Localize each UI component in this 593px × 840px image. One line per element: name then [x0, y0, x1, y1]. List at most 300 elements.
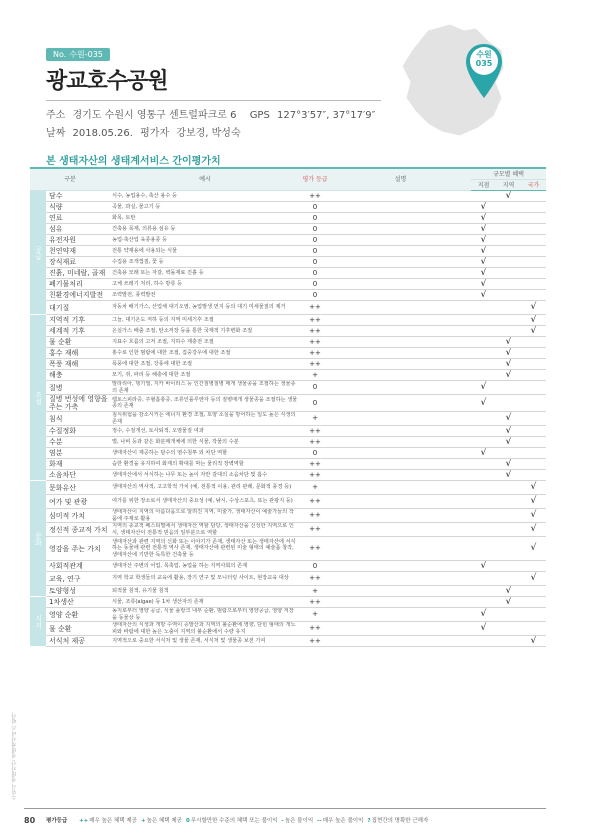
- check-regional: [496, 348, 521, 359]
- description-cell: [330, 586, 471, 597]
- table-row: [30, 509, 546, 523]
- grade-value: ++: [300, 459, 330, 470]
- service-name: 영양 순환: [46, 608, 110, 622]
- address-label: 주소: [46, 110, 66, 121]
- check-mark-icon: √: [530, 482, 537, 492]
- check-mark-icon: √: [530, 573, 537, 583]
- check-regional: [496, 537, 521, 561]
- check-mark-icon: √: [480, 447, 487, 458]
- group-label: 공급: [30, 191, 46, 315]
- service-example: 생태자산과 관련 지역의 신화 또는 이야기가 존재, 생태자산 또는 생태자산에 서식하는 동물에 관련 전통적 역사 존재, 생태자산에 관련된 미술 형태의 예술품 창작, 생태자산에 기반한 독특한 건축물 등: [110, 537, 300, 561]
- service-example: 그늘, 대기온도 저하 등의 지역 미세기후 조절: [110, 315, 300, 326]
- legend-text: 높은 불이익: [284, 818, 314, 824]
- check-mark-icon: √: [505, 596, 512, 607]
- check-regional: [496, 509, 521, 523]
- description-cell: [330, 537, 471, 561]
- check-mark-icon: √: [530, 524, 537, 534]
- service-example: 전통 약재용에 사용되는 식물: [110, 246, 300, 257]
- check-mark-icon: √: [505, 458, 512, 469]
- check-national: [521, 326, 546, 337]
- grade-value: +: [300, 481, 330, 495]
- grade-value: ++: [300, 426, 330, 437]
- check-regional: [496, 337, 521, 348]
- header-grade: 평가 등급: [300, 168, 330, 191]
- check-local: [471, 246, 496, 257]
- table-row: [30, 246, 546, 257]
- grade-value: ++: [300, 348, 330, 359]
- grade-value: ++: [300, 523, 330, 537]
- description-cell: [330, 572, 471, 586]
- check-national: [521, 537, 546, 561]
- check-local: [471, 268, 496, 279]
- legend-symbol: ?: [367, 818, 371, 824]
- check-regional: [496, 636, 521, 647]
- table-row: [30, 359, 546, 370]
- check-national: [521, 459, 546, 470]
- check-local: [471, 213, 496, 224]
- service-example: 화목, 토탄: [110, 213, 300, 224]
- pin-label: [466, 50, 502, 68]
- description-cell: [330, 337, 471, 348]
- check-national: [521, 279, 546, 290]
- service-example: 지역 학교 학생들의 교육에 활용, 장기 연구 및 모니터링 사이트, 현장교육 대상: [110, 572, 300, 586]
- service-name: 천연약재: [46, 246, 110, 257]
- grade-value: 0: [300, 202, 330, 213]
- description-cell: [330, 348, 471, 359]
- title-divider: [46, 100, 381, 101]
- service-name: 소음차단: [46, 470, 110, 481]
- check-mark-icon: √: [505, 585, 512, 596]
- service-name: 1차생산: [46, 597, 110, 608]
- service-example: 홍수로 인한 범람에 대한 조절, 집중강우에 대한 조절: [110, 348, 300, 359]
- service-example: 벌, 나비 등과 같은 화분매개체에 의한 식물, 작물의 수분: [110, 437, 300, 448]
- check-mark-icon: √: [505, 190, 512, 201]
- table-row: [30, 290, 546, 301]
- table-row: [30, 337, 546, 348]
- check-local: [471, 622, 496, 636]
- check-national: [521, 213, 546, 224]
- service-name: 세계적 기후: [46, 326, 110, 337]
- check-regional: [496, 268, 521, 279]
- header-scale: 규모별 혜택: [471, 168, 546, 180]
- description-cell: [330, 301, 471, 315]
- check-national: [521, 301, 546, 315]
- table-body: [30, 191, 546, 647]
- check-mark-icon: √: [480, 623, 487, 633]
- check-local: [471, 257, 496, 268]
- service-example: 생태자산에서 서식하는 나무 또는 높이 자란 갈대의 소음차단 및 흡수: [110, 470, 300, 481]
- check-regional: [496, 202, 521, 213]
- check-local: [471, 561, 496, 572]
- table-row: [30, 495, 546, 509]
- grade-value: ++: [300, 315, 330, 326]
- check-national: [521, 359, 546, 370]
- grade-value: 0: [300, 279, 330, 290]
- check-regional: [496, 412, 521, 426]
- check-mark-icon: √: [505, 425, 512, 436]
- check-national: [521, 395, 546, 412]
- check-national: [521, 481, 546, 495]
- service-example: 수집용 조개껍질, 꽃 등: [110, 257, 300, 268]
- table-row: [30, 586, 546, 597]
- evaluator-label: 평가자: [140, 128, 170, 139]
- check-national: [521, 315, 546, 326]
- service-example: 생태자산의 역사적, 고고학적 가치 (예, 전통적 이용, 관리 관례, 문화적 풍경 등): [110, 481, 300, 495]
- check-national: [521, 448, 546, 459]
- description-cell: [330, 459, 471, 470]
- check-national: [521, 636, 546, 647]
- table-row: [30, 470, 546, 481]
- check-local: [471, 370, 496, 381]
- grade-value: ++: [300, 572, 330, 586]
- grade-value: ++: [300, 437, 330, 448]
- grade-value: 0: [300, 213, 330, 224]
- description-cell: [330, 481, 471, 495]
- description-cell: [330, 470, 471, 481]
- description-cell: [330, 448, 471, 459]
- description-cell: [330, 412, 471, 426]
- table-row: [30, 224, 546, 235]
- check-regional: [496, 301, 521, 315]
- grade-value: ++: [300, 622, 330, 636]
- check-local: [471, 481, 496, 495]
- service-example: 농지로부터 영양 공급, 식물 플랑크 내부 순환, 범람으로부터 영양공급, 영양 저장을 동물상 등: [110, 608, 300, 622]
- check-local: [471, 426, 496, 437]
- grade-value: 0: [300, 381, 330, 395]
- table-row: [30, 279, 546, 290]
- grade-value: ++: [300, 509, 330, 523]
- gps-label: GPS: [249, 110, 270, 121]
- service-name: 홍수 재해: [46, 348, 110, 359]
- check-mark-icon: √: [530, 302, 537, 312]
- check-local: [471, 572, 496, 586]
- check-regional: [496, 481, 521, 495]
- legend-text: 집현간의 명확한 근해자: [371, 818, 429, 824]
- service-name: 수질정화: [46, 426, 110, 437]
- table-row: [30, 213, 546, 224]
- service-example: 폭풍에 대한 조절, 강풍에 대한 조절: [110, 359, 300, 370]
- service-name: 물 순환: [46, 337, 110, 348]
- service-example: 생태자산 주변의 어업, 목축업, 농업을 하는 지역사회의 존재: [110, 561, 300, 572]
- check-local: [471, 348, 496, 359]
- check-regional: [496, 437, 521, 448]
- service-example: 지표수 흐름의 고저 조절, 지하수 재충전 조절: [110, 337, 300, 348]
- check-mark-icon: √: [480, 278, 487, 289]
- service-example: 온실가스 배출 조절, 탄소저장 등을 통한 국제적 기후변화 조절: [110, 326, 300, 337]
- check-mark-icon: √: [480, 234, 487, 245]
- check-regional: [496, 608, 521, 622]
- service-example: 조력발전, 풍력발전: [110, 290, 300, 301]
- check-regional: [496, 561, 521, 572]
- check-national: [521, 268, 546, 279]
- check-national: [521, 224, 546, 235]
- check-mark-icon: √: [480, 267, 487, 278]
- check-mark-icon: √: [480, 245, 487, 256]
- service-name: 담수: [46, 191, 110, 202]
- check-regional: [496, 448, 521, 459]
- service-example: 자동차 배기가스, 산업체 대기오염, 농업발생 먼지 등의 대기 미세물질의 제거: [110, 301, 300, 315]
- legend-symbol: --: [317, 818, 322, 824]
- check-national: [521, 426, 546, 437]
- service-example: 곡물, 과실, 물고기 등: [110, 202, 300, 213]
- check-national: [521, 437, 546, 448]
- service-name: 염분: [46, 448, 110, 459]
- service-name: 수분: [46, 437, 110, 448]
- check-regional: [496, 395, 521, 412]
- service-name: 문화유산: [46, 481, 110, 495]
- check-national: [521, 370, 546, 381]
- grade-value: +: [300, 412, 330, 426]
- description-cell: [330, 315, 471, 326]
- table-row: [30, 301, 546, 315]
- grade-value: +: [300, 608, 330, 622]
- grade-legend: [46, 816, 428, 824]
- service-name: 심미적 가치: [46, 509, 110, 523]
- footer-divider: [24, 808, 546, 809]
- service-name: 화재: [46, 459, 110, 470]
- check-regional: [496, 459, 521, 470]
- grade-value: 0: [300, 268, 330, 279]
- description-cell: [330, 268, 471, 279]
- service-name: 섬유: [46, 224, 110, 235]
- check-national: [521, 246, 546, 257]
- table-row: [30, 426, 546, 437]
- table-row: [30, 326, 546, 337]
- check-regional: [496, 235, 521, 246]
- service-example: 생태자산이 지역의 아름다움으로 알려진 지역, 미술가, 생태자산이 예술가들의 작품에 주제로 활용: [110, 509, 300, 523]
- check-national: [521, 523, 546, 537]
- check-mark-icon: √: [480, 289, 487, 300]
- service-name: 식량: [46, 202, 110, 213]
- check-national: [521, 290, 546, 301]
- check-local: [471, 395, 496, 412]
- check-local: [471, 337, 496, 348]
- table-row: [30, 191, 546, 202]
- service-name: 대기질: [46, 301, 110, 315]
- service-example: 습한 환경을 유지하여 화재의 확대를 막는 물리적 장벽역할: [110, 459, 300, 470]
- check-local: [471, 608, 496, 622]
- table-row: [30, 523, 546, 537]
- description-cell: [330, 202, 471, 213]
- check-local: [471, 224, 496, 235]
- legend-title: 평가등급: [46, 818, 68, 824]
- service-name: 연료: [46, 213, 110, 224]
- grade-value: ++: [300, 191, 330, 202]
- description-cell: [330, 257, 471, 268]
- service-example: 말라리아, 뎅기열, 지카 바이러스 등 인간질병질병 매개 생물종을 조절하는 생물종의 존재: [110, 381, 300, 395]
- check-regional: [496, 290, 521, 301]
- check-regional: [496, 523, 521, 537]
- grade-value: +: [300, 586, 330, 597]
- check-national: [521, 608, 546, 622]
- service-name: 서식처 제공: [46, 636, 110, 647]
- description-cell: [330, 290, 471, 301]
- check-local: [471, 470, 496, 481]
- check-local: [471, 495, 496, 509]
- check-mark-icon: √: [530, 510, 537, 520]
- table-row: [30, 459, 546, 470]
- check-regional: [496, 495, 521, 509]
- grade-value: 0: [300, 235, 330, 246]
- service-example: 정수, 수질개선, 토사퇴적, 오염물질 여과: [110, 426, 300, 437]
- header-national: 국가: [521, 180, 546, 191]
- check-regional: [496, 586, 521, 597]
- grade-value: ++: [300, 495, 330, 509]
- service-name: 폐기물처리: [46, 279, 110, 290]
- table-row: [30, 348, 546, 359]
- check-local: [471, 537, 496, 561]
- grade-value: 0: [300, 257, 330, 268]
- evaluator-value: 강보경, 박성숙: [176, 128, 241, 139]
- table-row: [30, 561, 546, 572]
- check-national: [521, 572, 546, 586]
- service-name: 친환경에너지발전: [46, 290, 110, 301]
- check-national: [521, 381, 546, 395]
- check-regional: [496, 257, 521, 268]
- check-mark-icon: √: [505, 347, 512, 358]
- table-row: [30, 572, 546, 586]
- grade-value: ++: [300, 337, 330, 348]
- grade-value: ++: [300, 470, 330, 481]
- check-mark-icon: √: [530, 635, 537, 646]
- check-national: [521, 495, 546, 509]
- service-example: 식수, 농업용수, 축산 용수 등: [110, 191, 300, 202]
- table-row: [30, 636, 546, 647]
- check-local: [471, 412, 496, 426]
- check-national: [521, 202, 546, 213]
- check-mark-icon: √: [505, 469, 512, 480]
- check-national: [521, 586, 546, 597]
- legend-symbol: +: [140, 818, 146, 824]
- table-row: [30, 381, 546, 395]
- check-mark-icon: √: [505, 436, 512, 447]
- check-mark-icon: √: [505, 358, 512, 369]
- service-name: 영감을 주는 가치: [46, 537, 110, 561]
- description-cell: [330, 437, 471, 448]
- check-regional: [496, 213, 521, 224]
- service-example: 농업·축산업 육종용종 등: [110, 235, 300, 246]
- date-value: 2018.05.26.: [72, 128, 133, 139]
- table-row: [30, 437, 546, 448]
- table-row: [30, 257, 546, 268]
- description-cell: [330, 561, 471, 572]
- header-category: 구분: [30, 168, 110, 191]
- check-regional: [496, 381, 521, 395]
- tag-label: No.: [53, 50, 67, 59]
- table-row: [30, 315, 546, 326]
- gps-value: 127°3′57″, 37°17′9″: [277, 110, 376, 121]
- legend-symbol: ++: [79, 818, 89, 824]
- description-cell: [330, 279, 471, 290]
- service-example: 건축용 모래 또는 자갈, 벽돌재료 진흙 등: [110, 268, 300, 279]
- grade-value: 0: [300, 395, 330, 412]
- service-name: 토양형성: [46, 586, 110, 597]
- service-example: 생태자산이 제공하는 담수의 염수침투 외 차단 역할: [110, 448, 300, 459]
- service-example: 고체 쓰레기 처리, 하수 방류 등: [110, 279, 300, 290]
- service-example: 식물, 조류(algae) 등 1차 생산자의 존재: [110, 597, 300, 608]
- legend-text: 매우 높은 혜택 제공: [89, 818, 137, 824]
- service-example: 퇴적물 침적, 유기물 침적: [110, 586, 300, 597]
- check-mark-icon: √: [530, 543, 537, 553]
- description-cell: [330, 246, 471, 257]
- header-description: 설명: [330, 168, 471, 191]
- legend-symbol: 0: [185, 818, 190, 824]
- description-cell: [330, 235, 471, 246]
- description-cell: [330, 326, 471, 337]
- address-value: 경기도 수원시 영통구 센트럴파크로 6: [72, 110, 237, 121]
- page-number: 80: [24, 816, 36, 825]
- check-local: [471, 437, 496, 448]
- check-national: [521, 412, 546, 426]
- header-local: 지점: [471, 180, 496, 191]
- check-regional: [496, 326, 521, 337]
- description-cell: [330, 495, 471, 509]
- check-national: [521, 509, 546, 523]
- service-name: 침식: [46, 412, 110, 426]
- description-cell: [330, 395, 471, 412]
- group-label: 지지: [30, 597, 46, 647]
- service-name: 여가 및 관광: [46, 495, 110, 509]
- header-regional: 지역: [496, 180, 521, 191]
- table-row: [30, 448, 546, 459]
- service-name: 질병: [46, 381, 110, 395]
- check-local: [471, 597, 496, 608]
- check-local: [471, 326, 496, 337]
- check-regional: [496, 315, 521, 326]
- service-example: 렙토스피라증, 주혈흡충증, 조류인플루엔자 등의 질병매개 생물종을 조절하는 생물종의 존재: [110, 395, 300, 412]
- service-name: 정신적 종교적 가치: [46, 523, 110, 537]
- service-example: 지역의 종교적 페스티벌에서 생태자산 역할 담당, 생태자산을 신성한 지역으로 인식, 생태자산이 전통적 믿음의 일부분으로 역할: [110, 523, 300, 537]
- check-mark-icon: √: [505, 336, 512, 347]
- service-name: 장식재료: [46, 257, 110, 268]
- check-local: [471, 202, 496, 213]
- check-mark-icon: √: [480, 560, 487, 571]
- grade-value: 0: [300, 224, 330, 235]
- check-national: [521, 257, 546, 268]
- check-regional: [496, 426, 521, 437]
- grade-value: ++: [300, 636, 330, 647]
- table-row: [30, 597, 546, 608]
- meta-address-row: [46, 106, 375, 121]
- check-mark-icon: √: [530, 325, 537, 336]
- description-cell: [330, 213, 471, 224]
- grade-value: 0: [300, 246, 330, 257]
- check-regional: [496, 279, 521, 290]
- asset-tag: [46, 48, 110, 61]
- check-regional: [496, 572, 521, 586]
- description-cell: [330, 359, 471, 370]
- check-local: [471, 381, 496, 395]
- check-mark-icon: √: [480, 609, 487, 619]
- service-name: 교육, 연구: [46, 572, 110, 586]
- table-row: [30, 481, 546, 495]
- check-mark-icon: √: [505, 369, 512, 380]
- section-title: 본 생태자산의 생태계서비스 간이평가치: [46, 156, 221, 167]
- check-national: [521, 470, 546, 481]
- check-mark-icon: √: [480, 201, 487, 212]
- service-name: 지역적 기후: [46, 315, 110, 326]
- service-name: 유전자원: [46, 235, 110, 246]
- table-row: [30, 537, 546, 561]
- service-name: 폭풍 재해: [46, 359, 110, 370]
- table-row: [30, 395, 546, 412]
- legend-text: 높은 혜택 제공: [146, 818, 182, 824]
- page-title: 광교호수공원: [46, 69, 168, 94]
- table-row: [30, 370, 546, 381]
- side-running-text: 수원시 생태자산 생태계서비스 평가: [12, 712, 18, 800]
- description-cell: [330, 381, 471, 395]
- check-mark-icon: √: [530, 496, 537, 506]
